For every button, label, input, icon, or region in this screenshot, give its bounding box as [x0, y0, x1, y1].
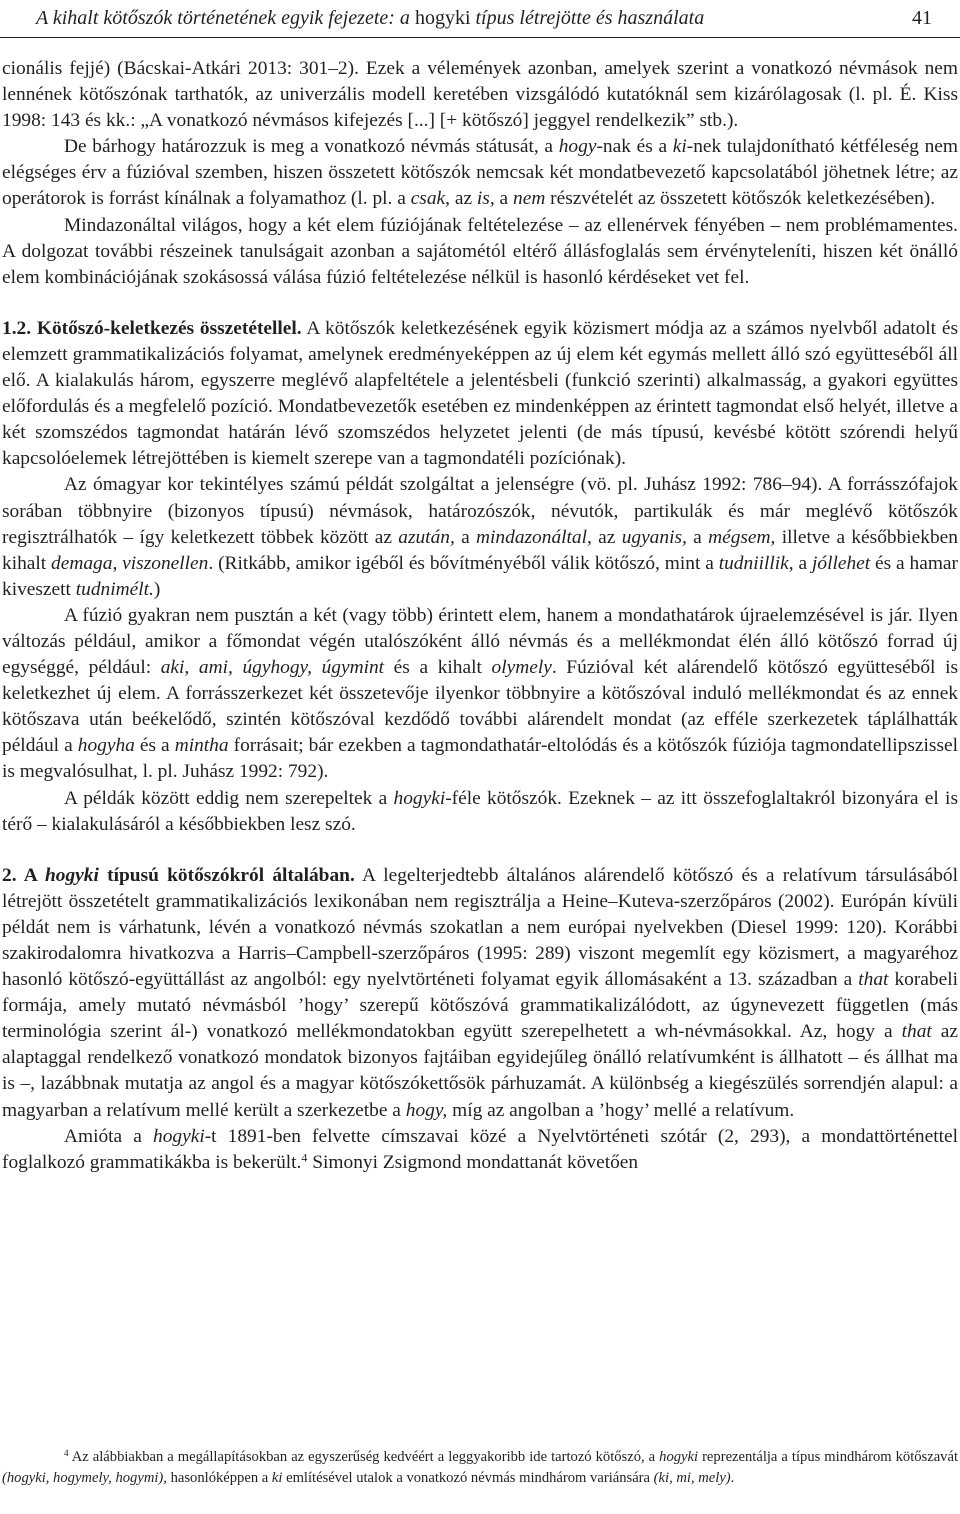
body-text	[2, 56, 958, 1176]
term: nem	[513, 188, 546, 210]
text-run: említésével utalok a vonatkozó névmás mindhárom variánsára	[282, 1469, 654, 1486]
heading-term: hogyki	[44, 864, 99, 886]
term: jóllehet	[811, 552, 871, 574]
term: hogyki	[659, 1449, 699, 1465]
text-run: . (Ritkább, amikor igéből és bővítményéből válik kötőszó, mint a	[208, 552, 719, 574]
text-run: az	[591, 526, 622, 548]
term: ki	[271, 1469, 283, 1486]
text-run: Az alábbiakban a megállapításokban az egyszerűség kedvéért a leggyakoribb ide tartozó kötőszó, a	[68, 1449, 660, 1465]
running-title-part: A kihalt kötőszók történetének egyik fejezete: a	[36, 7, 415, 29]
text-run: és a hamar kiveszett	[2, 552, 959, 600]
footnote	[2, 1447, 958, 1488]
term: tudnimélt.	[75, 578, 154, 600]
page-number: 41	[912, 7, 932, 29]
header-rule	[0, 37, 960, 38]
text-run: a	[494, 188, 514, 210]
footnote-reference[interactable]: 4	[301, 1150, 308, 1165]
text-run: a	[793, 552, 812, 574]
section-gap	[2, 838, 958, 863]
footnote-number: 4	[64, 1448, 69, 1459]
paragraph-text: A kötőszók keletkezésének egyik közismert módja az a számos nyelvből adatolt és elemzett grammatikalizációs folyamat, amelynek eredményeképpen az új elem két egymás mellett álló szó együtteséből áll elő. A kialakulás három, egyszerre meglévő alapfeltétele a jelentésbeli (funkció szerinti) alkalmasság, a gyakori együttes előfordulás és a megfelelő pozíció. Mondatbevezetők esetében ez mindenképpen az érintett tagmondat első helyét, illetve a két szomszédos tagmondat határán lévő szomszédos helyzetet jelenti (de más típusú, kevésbé kötött szórendi helyű kapcsolóelemek létrejöttében is kiemelt szerepe van a tagmondatéli pozíciónak).	[2, 317, 958, 470]
text-run: és a	[134, 735, 175, 757]
term: mégsem,	[708, 526, 776, 548]
text-run: A fúzió gyakran nem pusztán a két (vagy több) érintett elem, hanem a mondathatárok újraelemzésével is jár. Ilyen változás például, amikor a főmondat végén utalószóként álló névmás és a mellékmondat élén álló kötőszó forrad új egységgé, például:	[2, 604, 958, 679]
running-title-term: hogyki	[414, 7, 471, 29]
text-run: a	[454, 526, 477, 548]
term: demaga, viszonellen	[51, 552, 209, 574]
term: hogyha	[77, 735, 135, 757]
paragraph	[2, 786, 958, 838]
running-title	[36, 6, 704, 30]
text-run: a	[686, 526, 709, 548]
text-run: )	[153, 578, 161, 600]
heading-run: 2. A	[2, 864, 45, 886]
paragraph	[2, 603, 958, 786]
text-run: hasonlóképpen a	[166, 1469, 272, 1486]
term: mindazonáltal,	[476, 526, 592, 548]
text-run: míg az angolban a ’hogy’ mellé a relatívum.	[447, 1099, 795, 1121]
text-run: és a kihalt	[384, 657, 492, 679]
running-header	[0, 0, 960, 40]
text-run: . Fúzióval két alárendelő kötőszó együtteséből is keletkezhet új elem. A forrásszerkezet két összetevője ilyenkor többnyire a kötőszóval induló mellékmondat és az ennek kötőszava után beékelődő, szintén kötőszóval kezdődő további alárendelt mondat (az efféle szerkezetek táplálhatták például a	[2, 657, 959, 757]
paragraph	[2, 134, 958, 212]
running-title-part: típus létrejötte és használata	[470, 7, 705, 29]
term: that	[858, 969, 889, 991]
paragraph-text: Mindazonáltal világos, hogy a két elem fúziójának feltételezése – az ellenérvek fényében – nem problémamentes. A dolgozat további részeinek tanulságait azonban a sajátométól eltérő állásfoglalás sem érvényteleníti, hiszen két önálló elem kombinációjának szokásossá válása fúzió feltételezése nélkül is hasonló kérdéseket vet fel.	[2, 214, 958, 288]
text-run: -t 1891-ben felvette címszavai közé a Nyelvtörténeti szótár (2, 293), a mondattörténettel foglalkozó grammatikákba is bekerült.	[2, 1125, 958, 1173]
text-run: reprezentálja a típus mindhárom kötőszavát	[698, 1449, 959, 1465]
text-run: Simonyi Zsigmond mondattanát követően	[307, 1151, 639, 1173]
text-run: korabeli formája, amely mutató névmásból ’hogy’ szerepű kötőszóvá grammatikalizálódott, az úgynevezett független (más terminológia szerint ál-) vonatkozó mellékmondatokban együtt szerepelhetett a wh-névmásokkal. Az, hogy a	[2, 969, 958, 1043]
text-run: Amióta a	[64, 1125, 154, 1147]
text-run: illetve a későbbiekben kihalt	[2, 526, 958, 574]
term: hogy,	[405, 1099, 448, 1121]
text-run: -féle kötőszók. Ezeknek – az itt összefoglaltakról bizonyára el is térő – kialakulásáról a későbbiekben lesz szó.	[2, 787, 958, 835]
paragraph	[2, 213, 958, 291]
text-run: -nek tulajdonítható kétféleség nem elégséges érv a fúzióval szemben, hiszen összetett kötőszók nemcsak két mondatbevezető kapcsolatából jöhetnek létre; az operátorok is forrást kínálnak a folyamathoz (l. pl. a	[2, 136, 958, 210]
text-run: De bárhogy határozzuk is meg a vonatkozó névmás státusát, a	[64, 136, 559, 158]
paragraph	[2, 472, 958, 602]
term: ki	[672, 136, 687, 158]
text-run: .	[730, 1469, 735, 1486]
term: (ki, mi, mely)	[653, 1469, 731, 1486]
text-run: Az ómagyar kor tekintélyes számú példát szolgáltat a jelenségre (vö. pl. Juhász 1992: 786–94). A forrásszófajok sorában többnyire (bizonyos típusú) névmások, határozószók, névutók, partikulák és már meglévő kötőszók regisztrálhatók – így keletkezett többek között az	[2, 474, 958, 548]
footnote-text	[2, 1447, 958, 1488]
term: azután,	[398, 526, 455, 548]
term: that	[901, 1021, 932, 1043]
paragraph-text: cionális fejjé) (Bácskai-Atkári 2013: 301–2). Ezek a vélemények azonban, amelyek szerint a vonatkozó névmások nem lennének kötőszónak tarthatók, az univerzális modell keretében vizsgálódó kutatóknál sem kizárólagosak (l. pl. É. Kiss 1998: 143 és kk.: „A vonatkozó névmásos kifejezés [...] [+ kötőszó] jeggyel rendelkezik” stb.).	[2, 58, 958, 132]
term: hogy	[558, 136, 597, 158]
text-run: az alaptaggal rendelkező vonatkozó mondatok bizonyos fajtáiban egyidejűleg önálló relatívumként is állhatott – és állhat ma is –, lazábbnak mutatja az angol és a magyar kötőszókettősök párhuzamát. A különbség a kiegészülés sorrendjén alapul: a magyarban a relatívum mellé került a szerkezetbe a	[2, 1021, 959, 1121]
section-heading: 1.2. Kötőszó-keletkezés összetétellel.	[2, 317, 302, 339]
section-1-2	[2, 316, 958, 473]
term: hogyki	[393, 787, 446, 809]
section-gap	[2, 291, 958, 316]
paragraph	[2, 1124, 958, 1176]
text-run: részvételét az összetett kötőszók keletkezésében).	[545, 188, 936, 210]
term: aki, ami, úgyhogy, úgymint	[160, 657, 385, 679]
term: is,	[476, 188, 495, 210]
heading-run: típusú kötőszókról általában.	[98, 864, 355, 886]
text-run: az	[450, 188, 477, 210]
term: olymely	[491, 657, 552, 679]
text-run: forrásait; bár ezekben a tagmondathatár-eltolódás és a kötőszók fúziója tagmondatellipszissel is megvalósulhat, l. pl. Juhász 1992: 792).	[2, 735, 958, 783]
text-run: A példák között eddig nem szerepeltek a	[64, 787, 394, 809]
section-heading	[2, 865, 355, 886]
paragraph	[2, 56, 958, 134]
section-2	[2, 863, 958, 1124]
term: hogyki	[153, 1125, 205, 1147]
term: mintha	[174, 735, 229, 757]
term: tudniillik,	[718, 552, 794, 574]
term: ugyanis,	[621, 526, 687, 548]
term: csak,	[410, 188, 450, 210]
text-run: -nak és a	[596, 136, 673, 158]
term: (hogyki, hogymely, hogymi),	[2, 1469, 167, 1486]
text-run: A legelterjedtebb általános alárendelő kötőszó és a relatívum társulásából létrejött összetételt grammatikalizációs lexikonában nem regisztrálja a Heine–Kuteva-szerzőpáros (2002). Európán kívüli példát nem is várhatunk, lévén a vonatkozó névmás szokatlan a nem európai nyelvekben (Diesel 1999: 120). Korábbi szakirodalomra hivatkozva a Harris–Campbell-szerzőpáros (1995: 289) viszont megemlít egy közismert, a magyaréhoz hasonló kötőszó-együttállást az angolból: egy nyelvtörténeti folyamat egyik állomásaként a 13. században a	[2, 864, 958, 991]
